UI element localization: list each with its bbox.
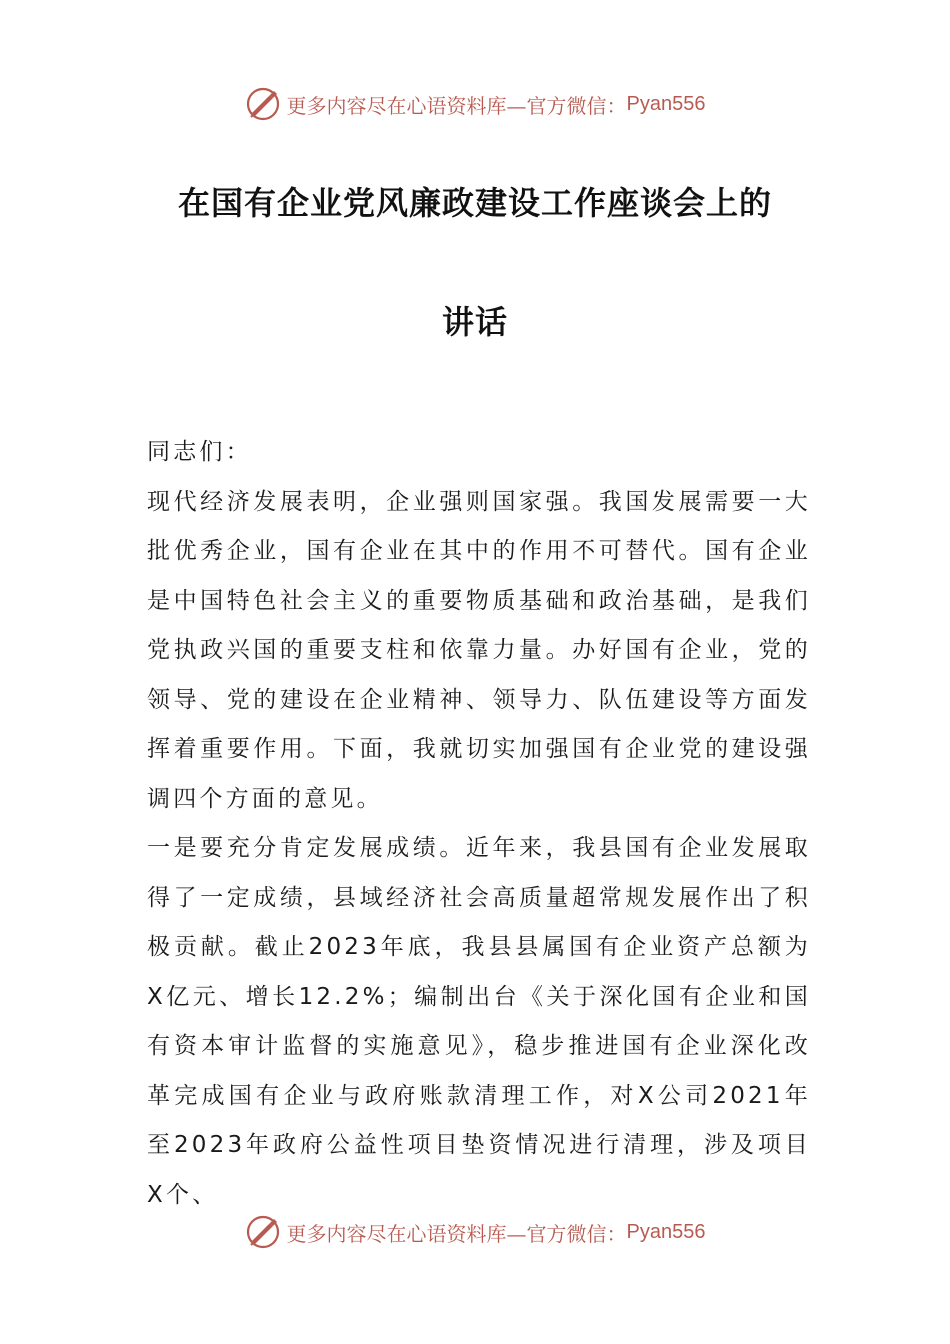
document-body bbox=[147, 428, 811, 1220]
watermark-text: 更多内容尽在心语资料库—官方微信： bbox=[286, 1221, 627, 1246]
document-title-line-2: 讲话 bbox=[441, 303, 508, 341]
watermark-text: 更多内容尽在心语资料库—官方微信： bbox=[286, 93, 627, 118]
watermark-wechat-id: Pyan556 bbox=[626, 92, 706, 115]
pen-logo-icon bbox=[245, 1214, 281, 1250]
paragraph-point-one: 一是要充分肯定发展成绩。近年来，我县国有企业发展取得了一定成绩，县域经济社会高质量超常规发展作出了积极贡献。截止2023年底，我县县属国有企业资产总额为X亿元、增长12.2%；编制出台《关于深化国有企业和国有资本审计监督的实施意见》，稳步推进国有企业深化改革完成国有企业与政府账款清理工作，对X公司2021年至2023年政府公益性项目垫资情况进行清理，涉及项目X个、 bbox=[147, 835, 811, 1208]
document-title-line-1: 在国有企业党风廉政建设工作座谈会上的 bbox=[177, 184, 772, 222]
watermark-footer bbox=[0, 1212, 950, 1252]
watermark-header bbox=[0, 84, 950, 124]
watermark-wechat-id: Pyan556 bbox=[626, 1220, 706, 1243]
pen-logo-icon bbox=[245, 86, 281, 122]
salutation: 同志们： bbox=[147, 439, 252, 465]
paragraph-intro: 现代经济发展表明，企业强则国家强。我国发展需要一大批优秀企业，国有企业在其中的作用不可替代。国有企业是中国特色社会主义的重要物质基础和政治基础，是我们党执政兴国的重要支柱和依靠力量。办好国有企业，党的领导、党的建设在企业精神、领导力、队伍建设等方面发挥着重要作用。下面，我就切实加强国有企业党的建设强调四个方面的意见。 bbox=[147, 488, 811, 812]
